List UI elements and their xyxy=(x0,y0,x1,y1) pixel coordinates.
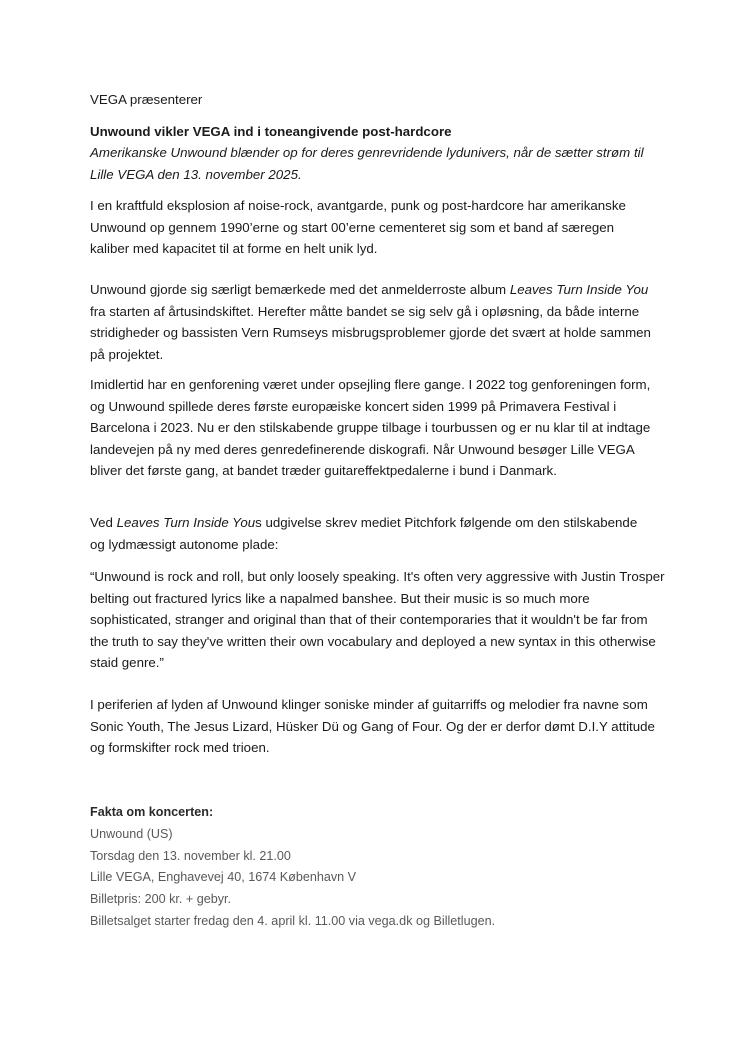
paragraph-pitchfork-intro xyxy=(90,512,650,555)
facts-section xyxy=(90,802,690,933)
paragraph-pitchfork-text-2: s udgivelse skrev mediet Pitchfork følgende om den stilskabende og lydmæssigt autonome plade: xyxy=(90,515,638,552)
pitchfork-quote: “Unwound is rock and roll, but only loosely speaking. It's often very aggressive with Justin Trosper belting out fractured lyrics like a napalmed banshee. But their music is so much more sophisticated, stranger and original than that of their contemporaries that it wouldn't be far from the truth to say they've written their own vocabulary and deployed a new syntax in this otherwise staid genre.” xyxy=(90,569,665,671)
paragraph-history-text-2: fra starten af årtusindskiftet. Herefter måtte bandet se sig selv gå i opløsning, da både interne stridigheder og bassisten Vern Rumseys misbrugsproblemer gjorde det svært at holde sammen på projektet. xyxy=(90,303,651,362)
paragraph-influences: I periferien af lyden af Unwound klinger soniske minder af guitarriffs og melodier fra navne som Sonic Youth, The Jesus Lizard, Hüsker Dü og Gang of Four. Og der er derfor dømt D.I.Y attitude og formskifter rock med trioen. xyxy=(90,697,655,756)
paragraph-reunion: Imidlertid har en genforening været under opsejling flere gange. I 2022 tog genforeningen form, og Unwound spillede deres første europæiske koncert siden 1999 på Primavera Festival i Barcelona i 2023. Nu er den stilskabende gruppe tilbage i tourbussen og er nu klar til at indtage landevejen på ny med deres genredefinerende diskografi. Når Unwound besøger Lille VEGA bliver det første gang, at bandet træder guitareffektpedalerne i bund i Danmark. xyxy=(90,377,651,479)
headline: Unwound vikler VEGA ind i toneangivende post-hardcore xyxy=(90,124,452,139)
facts-artist: Unwound (US) xyxy=(90,826,173,841)
facts-price: Billetpris: 200 kr. + gebyr. xyxy=(90,892,232,907)
paragraph-pitchfork-text-1: Ved xyxy=(90,515,117,530)
paragraph-intro: I en kraftfuld eksplosion af noise-rock, avantgarde, punk og post-hardcore har amerikanske Unwound op gennem 1990’erne og start 00’erne cementeret sig som et band af særegen kaliber med kapacitet til at forme en helt unik lyd. xyxy=(90,198,626,257)
album-title: Leaves Turn Inside You xyxy=(509,282,649,297)
facts-ticket-sale: Billetsalget starter fredag den 4. april kl. 11.00 via vega.dk og Billetlugen. xyxy=(90,913,496,928)
paragraph-history xyxy=(90,279,660,365)
facts-heading: Fakta om koncerten: xyxy=(90,805,214,819)
presenter-line: VEGA præsenterer xyxy=(90,92,203,107)
album-title-2: Leaves Turn Inside You xyxy=(116,515,256,530)
paragraph-history-text-1: Unwound gjorde sig særligt bemærkede med det anmelderroste album xyxy=(90,282,510,297)
facts-date: Torsdag den 13. november kl. 21.00 xyxy=(90,848,291,863)
subheadline: Amerikanske Unwound blænder op for deres genrevridende lydunivers, når de sætter strøm til Lille VEGA den 13. november 2025. xyxy=(90,145,644,182)
facts-venue: Lille VEGA, Enghavevej 40, 1674 København V xyxy=(90,870,357,885)
